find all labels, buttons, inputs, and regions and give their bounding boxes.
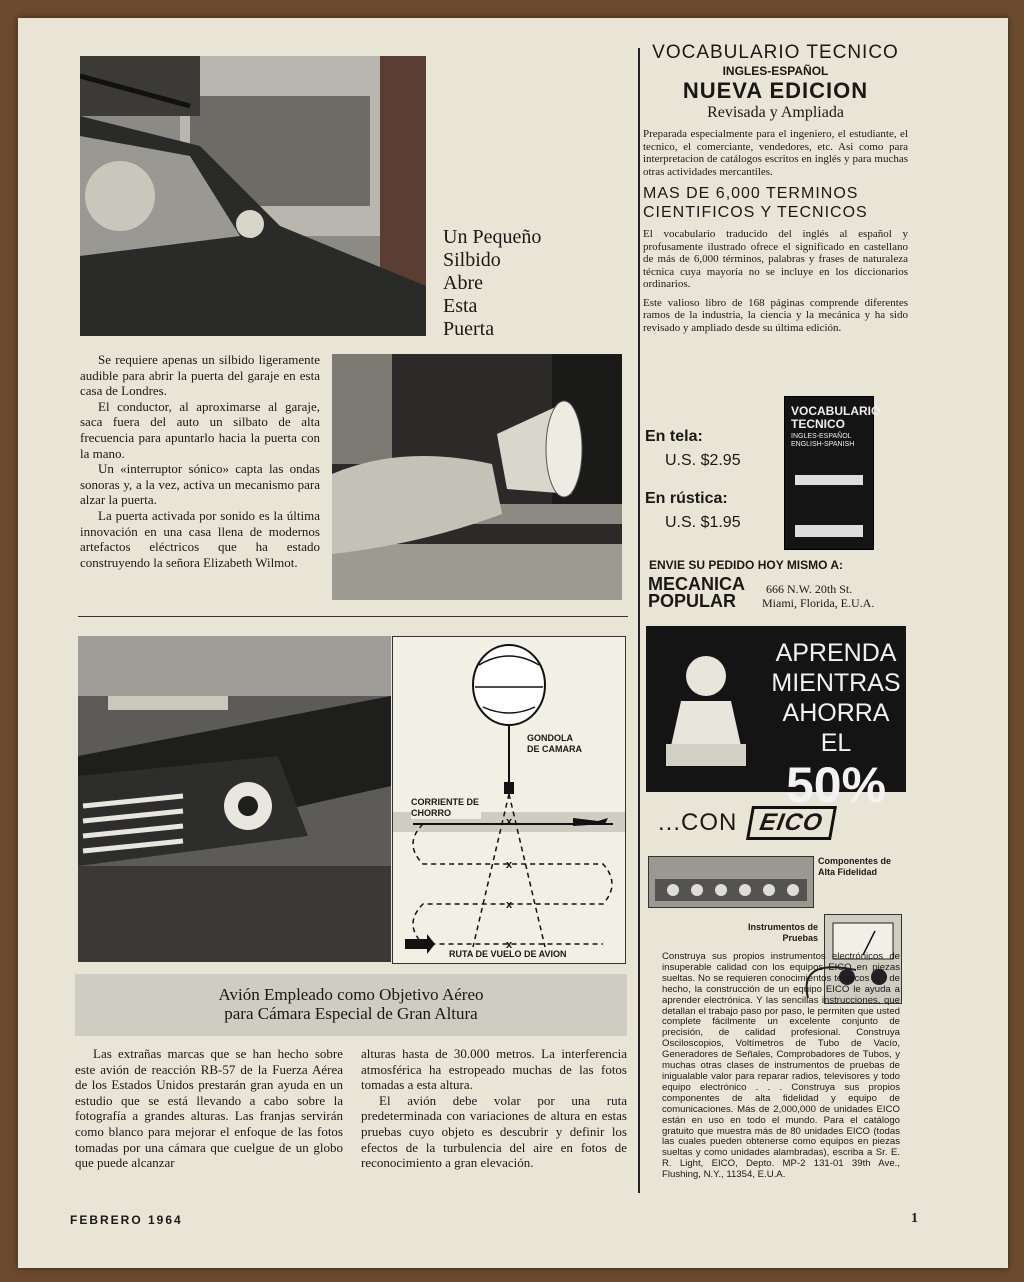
- eico-headline-block: [766, 638, 906, 812]
- caption-line: Avión Empleado como Objetivo Aéreo: [218, 985, 484, 1004]
- paragraph: Un «interruptor sónico» capta las ondas sonoras y, a la vez, activa un mecanismo para alzar la puerta.: [80, 461, 320, 508]
- whistle-photo: [332, 354, 622, 600]
- svg-text:x: x: [505, 899, 513, 911]
- order-line: ENVIE SU PEDIDO HOY MISMO A:: [649, 558, 844, 572]
- hifi-amplifier-drawing: [649, 857, 813, 907]
- cloth-price: U.S. $2.95: [665, 452, 741, 469]
- airplane-photo-image: [78, 636, 391, 962]
- paragraph: alturas hasta de 30.000 metros. La interferencia atmosférica ha estropeado muchas de las fotos tomadas a esta altura.: [361, 1046, 627, 1093]
- eico-logo: EICO: [746, 806, 837, 840]
- title-line: Esta: [443, 295, 478, 317]
- cloth-label: En tela:: [645, 428, 703, 445]
- page-number: 1: [911, 1211, 918, 1226]
- gondola-label: GONDOLA DE CAMARA: [527, 733, 582, 754]
- svg-text:x: x: [505, 859, 513, 871]
- mascot-illustration: [646, 626, 766, 792]
- book-title: VOCABULARIO TECNICO: [791, 404, 881, 431]
- eico-ad-banner: [646, 626, 906, 813]
- caption-line: para Cámara Especial de Gran Altura: [224, 1004, 478, 1023]
- title-line: Un Pequeño: [443, 226, 542, 248]
- ad-revised: Revisada y Ampliada: [707, 104, 844, 121]
- paper-price: U.S. $1.95: [665, 514, 741, 531]
- eico-con: ...CON: [658, 809, 738, 836]
- ad-title: VOCABULARIO TECNICO: [652, 42, 899, 63]
- eico-con-line: [658, 806, 834, 840]
- book-subtitle: INGLES-ESPAÑOL ENGLISH-SPANISH: [791, 433, 855, 448]
- ad-edition: NUEVA EDICION: [682, 78, 869, 103]
- vocabulary-ad: [643, 42, 908, 334]
- paragraph: Las extrañas marcas que se han hecho sobre este avión de reacción RB-57 de la Fuerza Aérea de los Estados Unidos prestarán gran ayuda en un estudio que se está llevando a cabo sobre la fotografía a grandes alturas. Las franjas servirán como blanco para mejorar el enfoque de las fotos tomadas por una cámara que cuelgue de un globo que puede alcanzar: [75, 1046, 343, 1171]
- ad-paragraph: Preparada especialmente para el ingeniero, el estudiante, el tecnico, el comerciante, vendedores, etc. Asi como para interpretacion de catálogos escritos en inglés y para muchas otras actividades mercantiles.: [643, 128, 908, 178]
- address-line: 666 N.W. 20th St.: [766, 582, 853, 596]
- book-logo: [795, 475, 863, 485]
- paragraph: Se requiere apenas un silbido ligeramente audible para abrir la puerta del garaje en esta casa de Londres.: [80, 352, 320, 399]
- balloon-diagram: [392, 636, 626, 964]
- flight-route-label: RUTA DE VUELO DE AVION: [449, 949, 567, 959]
- article2-column-b: [361, 1046, 627, 1171]
- whistle-photo-image: [332, 354, 622, 600]
- article2-column-a: [75, 1046, 343, 1171]
- publisher-name: MECANICA POPULAR: [648, 574, 745, 611]
- column-divider: [638, 48, 640, 1193]
- paper-label: En rústica:: [645, 490, 728, 507]
- address-line: Miami, Florida, E.U.A.: [762, 596, 875, 610]
- ad-subtitle: INGLES-ESPAÑOL: [722, 64, 829, 78]
- title-line: Puerta: [443, 318, 495, 340]
- magazine-page: [18, 18, 1008, 1268]
- eico-percent: 50%: [785, 757, 887, 813]
- jet-stream-label: CORRIENTE DE CHORRO: [411, 797, 480, 818]
- ad-paragraph: El vocabulario traducido del inglés al español y profusamente ilustrado ofrece el significado en castellano de más de 6,000 términos, palabras y frases de naturaleza técnica cuya mayoría no se incluye en los diccionarios ordinarios.: [643, 228, 908, 290]
- svg-text:x: x: [505, 939, 513, 951]
- hifi-label: Componentes de Alta Fidelidad: [818, 856, 892, 877]
- svg-text:x: x: [505, 816, 513, 828]
- ad-headline: MAS DE 6,000 TERMINOS CIENTIFICOS Y TECNICOS: [643, 185, 868, 221]
- paragraph: La puerta activada por sonido es la última innovación en una casa llena de modernos artefactos eléctricos que ha estado construyendo la señora Elizabeth Wilmot.: [80, 507, 320, 570]
- article1-title: [443, 226, 541, 341]
- title-line: Silbido: [443, 249, 501, 271]
- book-logo: [795, 525, 863, 537]
- eico-body-text: Construya sus propios instrumentos electrónicos de insuperable calidad con los equipos EICO en piezas sueltas. No se requieren conocimientos técnicos . . . de hecho, la construcción de un equipo EICO le ayuda a aprender electrónica. Y las sencillas instrucciones, que detallan el trabajo paso por paso, le permiten que usted complete fácilmente un excelente conjunto de precisión, de calidad profesional. Construya Osciloscopios, Voltímetros de Tubo de Vacío, Generadores de Señales, Comprobadores de Tubos, y muchas otras clases de instrumentos de pruebas de inigualable valor para reparar radios, televisores y todo equipo electrónico . . . Construya sus propios componentes de alta fidelidad y equipo de comunicaciones. Más de 2,000,000 de unidades EICO están en uso en todo el mundo. Para el catálogo gratuito que muestra más de 80 unidades EICO (todas las cuales pueden obtenerse como equipos en piezas sueltas y como unidades alambradas), escriba a Sr. E. R. Light, EICO, Depto. MP-2 131-01 39th Ave., Flushing, N.Y., 11354, E.U.A.: [662, 951, 900, 1181]
- paragraph: El conductor, al aproximarse al garaje, saca fuera del auto un silbato de alta frecuencia para apuntarlo hacia la puerta con la mano.: [80, 398, 320, 461]
- paragraph: El avión debe volar por una ruta predeterminada con variaciones de altura en estas pruebas cuyo objeto es descubrir y definir los efectos de la turbulencia del aire en fotos de reconocimiento a gran elevación.: [361, 1092, 627, 1171]
- article2-caption: [75, 974, 627, 1036]
- issue-date: FEBRERO 1964: [70, 1213, 183, 1227]
- car-photo: [80, 56, 426, 336]
- car-photo-image: [80, 56, 426, 336]
- test-label: Instrumentos de Pruebas: [747, 922, 818, 943]
- article1-body: [80, 352, 320, 570]
- airplane-photo: [78, 636, 391, 962]
- ad-paragraph: Este valioso libro de 168 páginas comprende diferentes ramos de la industria, la ciencia y la mecánica y ha sido revisado y ampliado desde su última edición.: [643, 296, 908, 334]
- eico-headline: APRENDA MIENTRAS AHORRA EL: [771, 639, 901, 757]
- section-divider: [78, 616, 628, 617]
- book-cover: [784, 396, 881, 550]
- hifi-component-image: [648, 856, 814, 908]
- title-line: Abre: [443, 272, 483, 294]
